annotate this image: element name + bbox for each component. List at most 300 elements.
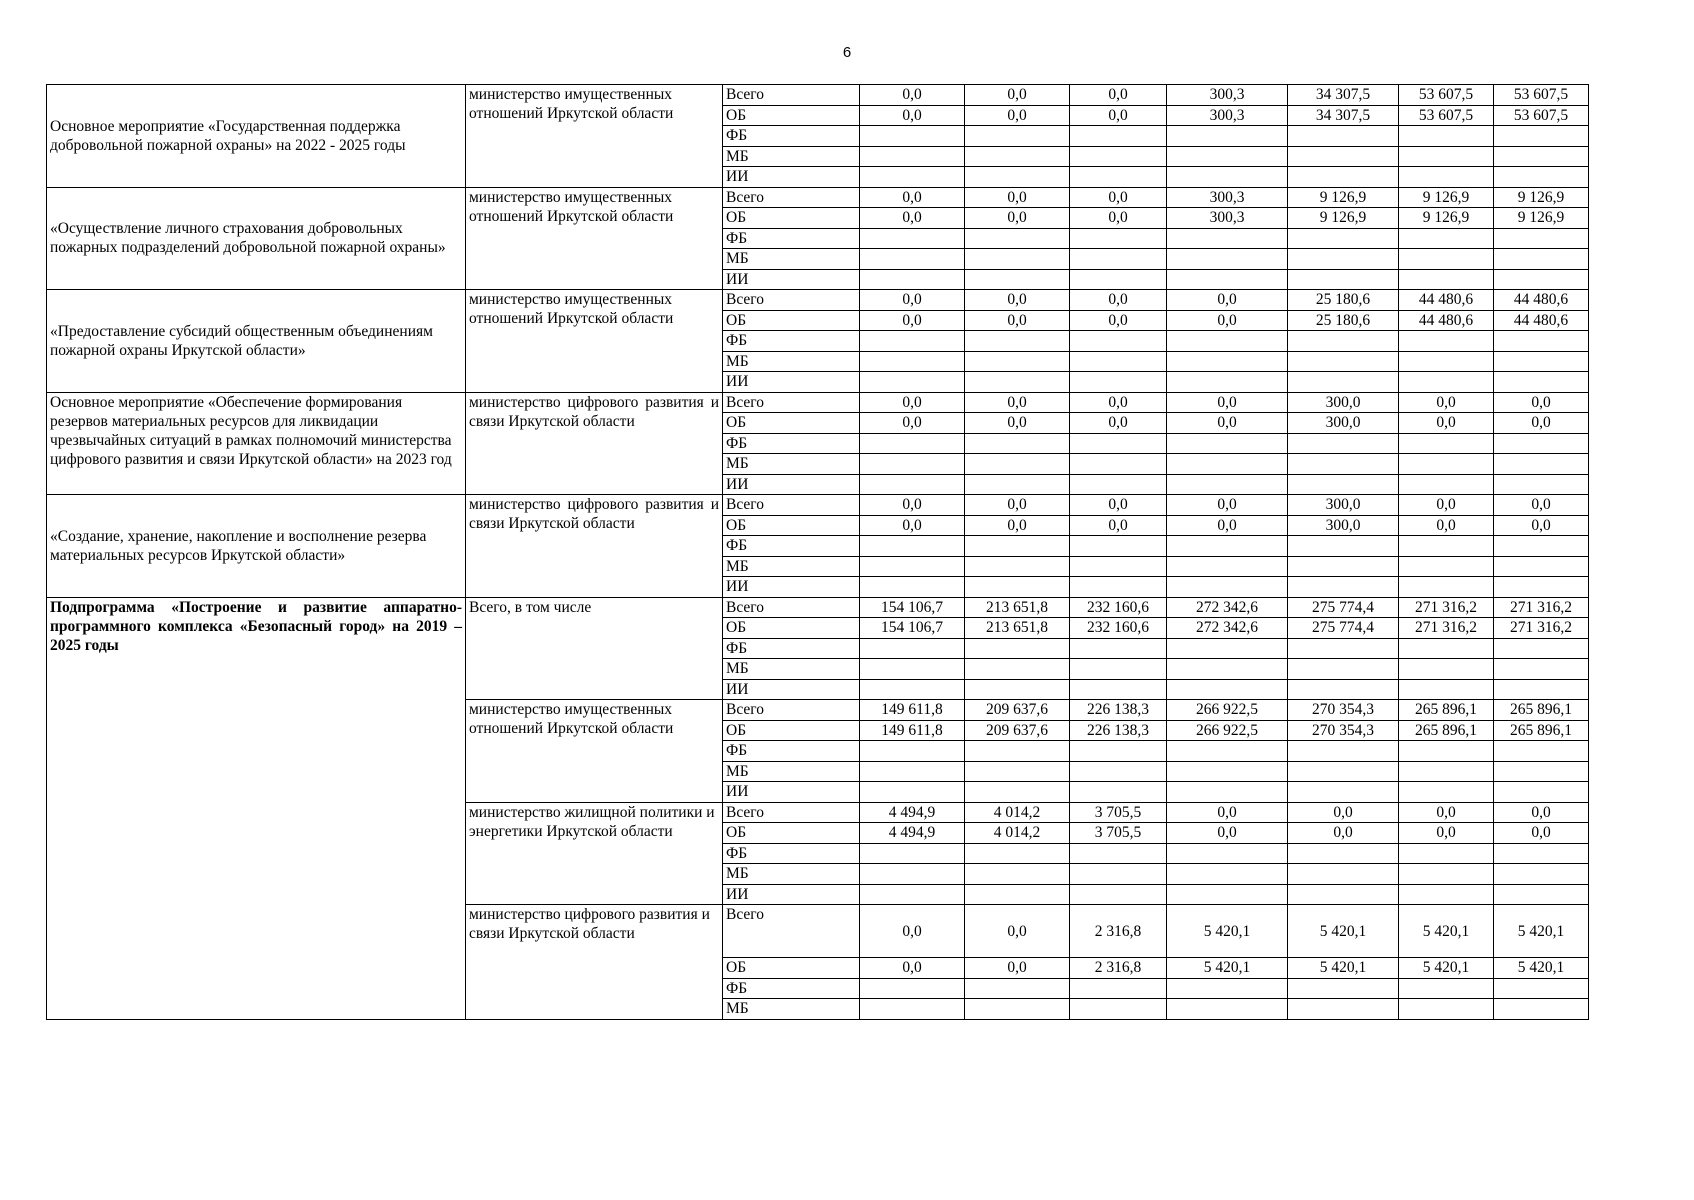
- amount-cell: 0,0: [1288, 802, 1399, 823]
- amount-cell: [1288, 536, 1399, 557]
- amount-cell: 44 480,6: [1494, 290, 1589, 311]
- amount-cell: [1070, 741, 1167, 762]
- amount-cell: 209 637,6: [965, 720, 1070, 741]
- amount-cell: [1288, 978, 1399, 999]
- amount-cell: [860, 351, 965, 372]
- amount-cell: [1399, 146, 1494, 167]
- amount-cell: [1070, 843, 1167, 864]
- amount-cell: [1399, 741, 1494, 762]
- amount-cell: 271 316,2: [1494, 597, 1589, 618]
- amount-cell: [965, 167, 1070, 188]
- amount-cell: [1070, 372, 1167, 393]
- amount-cell: [1167, 884, 1288, 905]
- amount-cell: 213 651,8: [965, 597, 1070, 618]
- funding-source: МБ: [723, 351, 860, 372]
- amount-cell: [1288, 351, 1399, 372]
- amount-cell: [1167, 269, 1288, 290]
- amount-cell: 0,0: [1399, 392, 1494, 413]
- amount-cell: [1070, 228, 1167, 249]
- amount-cell: [1494, 167, 1589, 188]
- amount-cell: 0,0: [1288, 823, 1399, 844]
- funding-source: Всего: [723, 802, 860, 823]
- amount-cell: 0,0: [860, 208, 965, 229]
- amount-cell: [1288, 146, 1399, 167]
- amount-cell: 0,0: [860, 187, 965, 208]
- amount-cell: [1399, 167, 1494, 188]
- amount-cell: [860, 454, 965, 475]
- funding-source: Всего: [723, 187, 860, 208]
- amount-cell: 5 420,1: [1288, 958, 1399, 979]
- measure-name: Подпрограмма «Построение и развитие аппаратно-программного комплекса «Безопасный город» на 2019 – 2025 годы: [47, 597, 466, 1019]
- amount-cell: [1167, 659, 1288, 680]
- amount-cell: [1070, 331, 1167, 352]
- amount-cell: 272 342,6: [1167, 618, 1288, 639]
- measure-name: «Осуществление личного страхования добровольных пожарных подразделений добровольной пожарной охраны»: [47, 187, 466, 290]
- funding-source: ОБ: [723, 720, 860, 741]
- amount-cell: [1288, 126, 1399, 147]
- amount-cell: [1399, 978, 1494, 999]
- amount-cell: [1494, 782, 1589, 803]
- funding-source: МБ: [723, 454, 860, 475]
- amount-cell: 0,0: [860, 495, 965, 516]
- amount-cell: [965, 843, 1070, 864]
- amount-cell: [1288, 577, 1399, 598]
- amount-cell: [965, 433, 1070, 454]
- funding-source: Всего: [723, 392, 860, 413]
- amount-cell: [1494, 761, 1589, 782]
- amount-cell: 0,0: [1070, 392, 1167, 413]
- amount-cell: 0,0: [965, 187, 1070, 208]
- amount-cell: [1167, 146, 1288, 167]
- amount-cell: 0,0: [1070, 310, 1167, 331]
- amount-cell: 0,0: [860, 905, 965, 958]
- amount-cell: [965, 638, 1070, 659]
- amount-cell: 0,0: [965, 105, 1070, 126]
- executor-name: министерство имущественных отношений Иркутской области: [466, 290, 723, 393]
- table-row: [47, 290, 1589, 311]
- amount-cell: [1399, 249, 1494, 270]
- amount-cell: 0,0: [1167, 515, 1288, 536]
- amount-cell: [1494, 843, 1589, 864]
- amount-cell: 3 705,5: [1070, 823, 1167, 844]
- amount-cell: 0,0: [1399, 413, 1494, 434]
- measure-name: Основное мероприятие «Обеспечение формирования резервов материальных ресурсов для ликвидации чрезвычайных ситуаций в рамках полномочий министерства цифрового развития и связи Иркутской области» на 2023 год: [47, 392, 466, 495]
- amount-cell: 300,3: [1167, 85, 1288, 106]
- amount-cell: [1288, 167, 1399, 188]
- funding-source: ИИ: [723, 577, 860, 598]
- amount-cell: 0,0: [1167, 802, 1288, 823]
- amount-cell: [1288, 249, 1399, 270]
- amount-cell: [1167, 372, 1288, 393]
- amount-cell: [860, 782, 965, 803]
- amount-cell: 5 420,1: [1167, 905, 1288, 958]
- amount-cell: 266 922,5: [1167, 700, 1288, 721]
- amount-cell: [1494, 659, 1589, 680]
- amount-cell: [1167, 761, 1288, 782]
- amount-cell: [1399, 782, 1494, 803]
- amount-cell: 0,0: [1494, 413, 1589, 434]
- amount-cell: [965, 249, 1070, 270]
- amount-cell: 232 160,6: [1070, 618, 1167, 639]
- amount-cell: 0,0: [1167, 392, 1288, 413]
- amount-cell: 270 354,3: [1288, 700, 1399, 721]
- amount-cell: 232 160,6: [1070, 597, 1167, 618]
- page-number: 6: [842, 44, 852, 61]
- amount-cell: [1167, 978, 1288, 999]
- amount-cell: 300,3: [1167, 187, 1288, 208]
- amount-cell: 5 420,1: [1399, 958, 1494, 979]
- amount-cell: [1070, 577, 1167, 598]
- table-row: [47, 597, 1589, 618]
- amount-cell: [1167, 433, 1288, 454]
- amount-cell: [1167, 249, 1288, 270]
- amount-cell: [1070, 474, 1167, 495]
- amount-cell: [1070, 146, 1167, 167]
- amount-cell: [1070, 536, 1167, 557]
- amount-cell: 53 607,5: [1399, 85, 1494, 106]
- amount-cell: [1070, 126, 1167, 147]
- amount-cell: [1167, 536, 1288, 557]
- amount-cell: 0,0: [860, 515, 965, 536]
- amount-cell: 265 896,1: [1399, 700, 1494, 721]
- funding-source: ФБ: [723, 741, 860, 762]
- amount-cell: 0,0: [860, 85, 965, 106]
- amount-cell: [965, 331, 1070, 352]
- amount-cell: 213 651,8: [965, 618, 1070, 639]
- amount-cell: [965, 228, 1070, 249]
- amount-cell: [1070, 351, 1167, 372]
- table-row: [47, 495, 1589, 516]
- amount-cell: 300,3: [1167, 208, 1288, 229]
- amount-cell: [1167, 679, 1288, 700]
- amount-cell: [1494, 228, 1589, 249]
- amount-cell: 53 607,5: [1494, 85, 1589, 106]
- amount-cell: 9 126,9: [1494, 187, 1589, 208]
- amount-cell: 0,0: [860, 290, 965, 311]
- amount-cell: [1494, 474, 1589, 495]
- amount-cell: [1070, 556, 1167, 577]
- funding-source: ИИ: [723, 782, 860, 803]
- amount-cell: [1288, 556, 1399, 577]
- amount-cell: [1167, 577, 1288, 598]
- measure-name: «Предоставление субсидий общественным объединениям пожарной охраны Иркутской области»: [47, 290, 466, 393]
- amount-cell: [1494, 269, 1589, 290]
- amount-cell: [1494, 556, 1589, 577]
- amount-cell: 0,0: [1494, 823, 1589, 844]
- funding-source: ОБ: [723, 208, 860, 229]
- funding-source: ОБ: [723, 958, 860, 979]
- amount-cell: 265 896,1: [1399, 720, 1494, 741]
- amount-cell: 0,0: [1070, 208, 1167, 229]
- amount-cell: [1494, 638, 1589, 659]
- amount-cell: 5 420,1: [1494, 905, 1589, 958]
- amount-cell: 0,0: [1070, 105, 1167, 126]
- amount-cell: [1288, 269, 1399, 290]
- amount-cell: [965, 454, 1070, 475]
- amount-cell: [1399, 126, 1494, 147]
- funding-source: ИИ: [723, 679, 860, 700]
- amount-cell: [1288, 474, 1399, 495]
- amount-cell: [965, 884, 1070, 905]
- amount-cell: [965, 577, 1070, 598]
- amount-cell: [965, 782, 1070, 803]
- amount-cell: 275 774,4: [1288, 618, 1399, 639]
- funding-source: ОБ: [723, 413, 860, 434]
- funding-source: ИИ: [723, 372, 860, 393]
- funding-source: ИИ: [723, 167, 860, 188]
- amount-cell: [860, 577, 965, 598]
- amount-cell: [1288, 864, 1399, 885]
- amount-cell: [1494, 679, 1589, 700]
- amount-cell: [860, 474, 965, 495]
- amount-cell: [860, 679, 965, 700]
- funding-source: МБ: [723, 146, 860, 167]
- amount-cell: 0,0: [965, 905, 1070, 958]
- amount-cell: 0,0: [1494, 515, 1589, 536]
- amount-cell: [860, 228, 965, 249]
- amount-cell: [1288, 659, 1399, 680]
- funding-source: Всего: [723, 700, 860, 721]
- executor-name: Всего, в том числе: [466, 597, 723, 700]
- amount-cell: 44 480,6: [1399, 310, 1494, 331]
- amount-cell: [1288, 884, 1399, 905]
- amount-cell: [1399, 843, 1494, 864]
- amount-cell: [1070, 884, 1167, 905]
- amount-cell: 0,0: [1167, 823, 1288, 844]
- amount-cell: [1288, 843, 1399, 864]
- funding-source: ИИ: [723, 474, 860, 495]
- funding-source: ОБ: [723, 310, 860, 331]
- amount-cell: [1399, 556, 1494, 577]
- amount-cell: [860, 884, 965, 905]
- amount-cell: [1494, 978, 1589, 999]
- amount-cell: [965, 761, 1070, 782]
- amount-cell: [860, 659, 965, 680]
- amount-cell: [1288, 638, 1399, 659]
- amount-cell: [860, 167, 965, 188]
- executor-name: министерство цифрового развития и связи Иркутской области: [466, 495, 723, 598]
- amount-cell: 0,0: [965, 85, 1070, 106]
- amount-cell: 34 307,5: [1288, 85, 1399, 106]
- amount-cell: [1288, 782, 1399, 803]
- amount-cell: 44 480,6: [1494, 310, 1589, 331]
- amount-cell: 226 138,3: [1070, 720, 1167, 741]
- amount-cell: [1399, 659, 1494, 680]
- amount-cell: 9 126,9: [1399, 208, 1494, 229]
- amount-cell: [860, 864, 965, 885]
- budget-table: [46, 84, 1589, 1020]
- amount-cell: 0,0: [1167, 413, 1288, 434]
- amount-cell: [1070, 269, 1167, 290]
- amount-cell: [1070, 978, 1167, 999]
- amount-cell: 0,0: [965, 958, 1070, 979]
- amount-cell: 0,0: [1494, 495, 1589, 516]
- amount-cell: 149 611,8: [860, 720, 965, 741]
- amount-cell: [1167, 638, 1288, 659]
- amount-cell: [1399, 372, 1494, 393]
- amount-cell: [860, 249, 965, 270]
- amount-cell: [965, 536, 1070, 557]
- funding-source: ОБ: [723, 105, 860, 126]
- table-row: [47, 392, 1589, 413]
- amount-cell: [1167, 999, 1288, 1020]
- amount-cell: [1070, 679, 1167, 700]
- funding-source: ОБ: [723, 823, 860, 844]
- amount-cell: [1399, 331, 1494, 352]
- amount-cell: [1167, 331, 1288, 352]
- executor-name: министерство имущественных отношений Иркутской области: [466, 85, 723, 188]
- funding-source: ФБ: [723, 433, 860, 454]
- amount-cell: [860, 536, 965, 557]
- amount-cell: 0,0: [860, 105, 965, 126]
- amount-cell: 300,0: [1288, 413, 1399, 434]
- amount-cell: [965, 978, 1070, 999]
- amount-cell: 4 494,9: [860, 823, 965, 844]
- amount-cell: [1399, 679, 1494, 700]
- funding-source: МБ: [723, 761, 860, 782]
- amount-cell: 9 126,9: [1494, 208, 1589, 229]
- amount-cell: [1288, 372, 1399, 393]
- amount-cell: [860, 372, 965, 393]
- executor-name: министерство цифрового развития и связи Иркутской области: [466, 905, 723, 1020]
- amount-cell: 0,0: [965, 495, 1070, 516]
- amount-cell: 265 896,1: [1494, 700, 1589, 721]
- amount-cell: 0,0: [1167, 495, 1288, 516]
- amount-cell: 34 307,5: [1288, 105, 1399, 126]
- amount-cell: [1494, 864, 1589, 885]
- amount-cell: [1399, 228, 1494, 249]
- amount-cell: 9 126,9: [1399, 187, 1494, 208]
- amount-cell: [965, 679, 1070, 700]
- amount-cell: 0,0: [860, 413, 965, 434]
- amount-cell: 0,0: [965, 413, 1070, 434]
- amount-cell: 0,0: [860, 958, 965, 979]
- funding-source: МБ: [723, 864, 860, 885]
- amount-cell: 300,0: [1288, 392, 1399, 413]
- amount-cell: [1070, 999, 1167, 1020]
- amount-cell: [965, 146, 1070, 167]
- amount-cell: [1070, 249, 1167, 270]
- amount-cell: 0,0: [1494, 392, 1589, 413]
- amount-cell: [1399, 864, 1494, 885]
- amount-cell: [1288, 433, 1399, 454]
- funding-source: ФБ: [723, 126, 860, 147]
- measure-name: Основное мероприятие «Государственная поддержка добровольной пожарной охраны» на 2022 - 2025 годы: [47, 85, 466, 188]
- amount-cell: 0,0: [1167, 310, 1288, 331]
- amount-cell: [1070, 638, 1167, 659]
- amount-cell: 25 180,6: [1288, 310, 1399, 331]
- funding-source: ФБ: [723, 228, 860, 249]
- executor-name: министерство цифрового развития и связи Иркутской области: [466, 392, 723, 495]
- funding-source: ФБ: [723, 843, 860, 864]
- amount-cell: 0,0: [860, 310, 965, 331]
- amount-cell: [965, 126, 1070, 147]
- amount-cell: [1399, 433, 1494, 454]
- amount-cell: 275 774,4: [1288, 597, 1399, 618]
- funding-source: ФБ: [723, 638, 860, 659]
- amount-cell: 154 106,7: [860, 618, 965, 639]
- amount-cell: 44 480,6: [1399, 290, 1494, 311]
- amount-cell: 5 420,1: [1167, 958, 1288, 979]
- amount-cell: [1494, 372, 1589, 393]
- amount-cell: [1070, 761, 1167, 782]
- amount-cell: [1288, 999, 1399, 1020]
- amount-cell: [965, 659, 1070, 680]
- amount-cell: [965, 864, 1070, 885]
- amount-cell: [1494, 536, 1589, 557]
- amount-cell: [1070, 782, 1167, 803]
- amount-cell: 209 637,6: [965, 700, 1070, 721]
- amount-cell: [1167, 782, 1288, 803]
- amount-cell: 0,0: [1399, 515, 1494, 536]
- amount-cell: 265 896,1: [1494, 720, 1589, 741]
- amount-cell: 300,0: [1288, 515, 1399, 536]
- table-row: [47, 187, 1589, 208]
- amount-cell: [965, 556, 1070, 577]
- amount-cell: 2 316,8: [1070, 905, 1167, 958]
- table-row: [47, 85, 1589, 106]
- amount-cell: 0,0: [1070, 413, 1167, 434]
- amount-cell: [1399, 474, 1494, 495]
- funding-source: ОБ: [723, 515, 860, 536]
- amount-cell: [860, 638, 965, 659]
- amount-cell: 0,0: [1399, 495, 1494, 516]
- amount-cell: [860, 556, 965, 577]
- amount-cell: [1070, 167, 1167, 188]
- amount-cell: 300,3: [1167, 105, 1288, 126]
- measure-name: «Создание, хранение, накопление и восполнение резерва материальных ресурсов Иркутской области»: [47, 495, 466, 598]
- amount-cell: [1494, 331, 1589, 352]
- amount-cell: [1167, 454, 1288, 475]
- funding-source: ОБ: [723, 618, 860, 639]
- amount-cell: 4 494,9: [860, 802, 965, 823]
- amount-cell: [1167, 167, 1288, 188]
- amount-cell: [1167, 351, 1288, 372]
- funding-source: МБ: [723, 999, 860, 1020]
- amount-cell: 271 316,2: [1399, 618, 1494, 639]
- amount-cell: 0,0: [965, 310, 1070, 331]
- amount-cell: 9 126,9: [1288, 208, 1399, 229]
- amount-cell: 266 922,5: [1167, 720, 1288, 741]
- amount-cell: [1399, 638, 1494, 659]
- amount-cell: [965, 269, 1070, 290]
- amount-cell: [1167, 843, 1288, 864]
- amount-cell: [860, 269, 965, 290]
- amount-cell: [965, 999, 1070, 1020]
- amount-cell: [1399, 577, 1494, 598]
- amount-cell: [1494, 577, 1589, 598]
- amount-cell: 0,0: [965, 392, 1070, 413]
- amount-cell: [860, 999, 965, 1020]
- amount-cell: 0,0: [1070, 495, 1167, 516]
- amount-cell: 9 126,9: [1288, 187, 1399, 208]
- amount-cell: [860, 126, 965, 147]
- amount-cell: [860, 978, 965, 999]
- amount-cell: [1494, 433, 1589, 454]
- amount-cell: [1167, 864, 1288, 885]
- amount-cell: 0,0: [1167, 290, 1288, 311]
- amount-cell: 0,0: [965, 290, 1070, 311]
- funding-source: Всего: [723, 905, 860, 958]
- funding-source: ФБ: [723, 331, 860, 352]
- funding-source: ИИ: [723, 269, 860, 290]
- amount-cell: 149 611,8: [860, 700, 965, 721]
- amount-cell: 0,0: [1399, 802, 1494, 823]
- amount-cell: [1070, 433, 1167, 454]
- amount-cell: 154 106,7: [860, 597, 965, 618]
- amount-cell: [1070, 659, 1167, 680]
- amount-cell: [1288, 741, 1399, 762]
